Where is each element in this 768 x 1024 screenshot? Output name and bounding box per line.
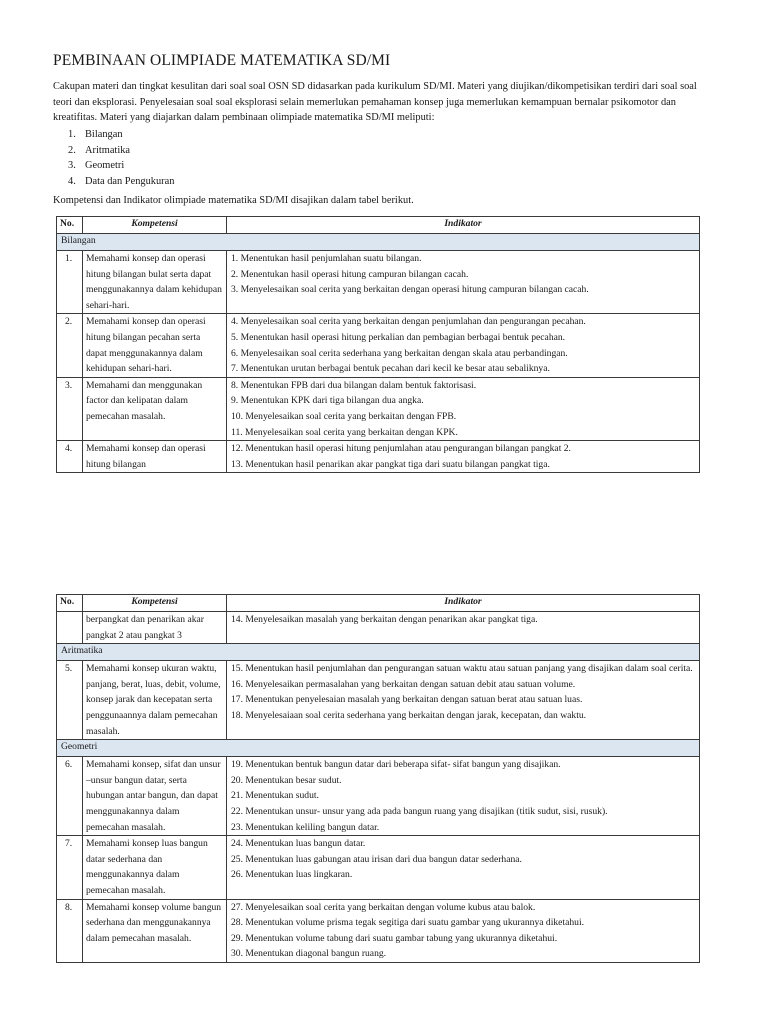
row-indikator (227, 251, 700, 314)
row-kompetensi: Memahami konsep, sifat dan unsur –unsur bangun datar, serta hubungan antar bangun, dan dapat menggunakannya dalam pemecahan masalah. (83, 757, 227, 836)
row-kompetensi: Memahami konsep ukuran waktu, panjang, berat, luas, debit, volume, konsep jarak dan kecepatan serta penggunaannya dalam pemecahan masalah. (83, 661, 227, 740)
indikator-item: 18. Menyelesaiaan soal cerita sederhana yang berkaitan dengan jarak, kecepatan, dan waktu. (231, 709, 587, 721)
row-kompetensi: Memahami konsep luas bangun datar sederhana dan menggunakannya dalam pemecahan masalah. (83, 836, 227, 899)
header-kompetensi: Kompetensi (83, 217, 227, 234)
row-number: 3. (57, 377, 83, 440)
list-label: Geometri (85, 160, 125, 172)
indikator-item: 21. Menentukan sudut. (231, 790, 319, 802)
table-header-row (57, 595, 700, 612)
table-row (57, 612, 700, 644)
indikator-item: 14. Menyelesaikan masalah yang berkaitan dengan penarikan akar pangkat tiga. (231, 614, 538, 625)
section-bilangan: Bilangan (57, 234, 700, 251)
row-kompetensi: Memahami dan menggunakan factor dan kelipatan dalam pemecahan masalah. (83, 377, 227, 440)
indikator-item: 28. Menentukan volume prisma tegak segitiga dari suatu gambar yang ukurannya diketahui. (231, 917, 585, 929)
header-kompetensi: Kompetensi (83, 595, 227, 612)
topic-list (68, 127, 174, 189)
row-number: 6. (57, 757, 83, 836)
table-intro: Kompetensi dan Indikator olimpiade matematika SD/MI disajikan dalam tabel berikut. (53, 195, 414, 206)
row-indikator (227, 757, 700, 836)
row-indikator (227, 612, 700, 644)
row-number: 4. (57, 441, 83, 473)
table-row (57, 899, 700, 962)
indikator-item: 29. Menentukan volume tabung dari suatu gambar tabung yang ukurannya diketahui. (231, 932, 558, 944)
page-title: PEMBINAAN OLIMPIADE MATEMATIKA SD/MI (53, 52, 391, 69)
indikator-item: 24. Menentukan luas bangun datar. (231, 838, 366, 850)
section-geometri: Geometri (57, 740, 700, 757)
row-number: 8. (57, 899, 83, 962)
section-row (57, 740, 700, 757)
indikator-item: 23. Menentukan keliling bangun datar. (231, 821, 380, 833)
indikator-item: 20. Menentukan besar sudut. (231, 774, 342, 786)
table-row (57, 836, 700, 899)
indikator-item: 10. Menyelesaikan soal cerita yang berkaitan dengan FPB. (231, 410, 457, 422)
row-number (57, 612, 83, 644)
intro-paragraph: Cakupan materi dan tingkat kesulitan dari soal soal OSN SD didasarkan pada kurikulum SD/MI. Materi yang diujikan/dikompetisikan terdiri dari soal soal teori dan eksplorasi. Penyelesaian soal soal eksplorasi selain memerlukan pemahaman konsep juga memerlukan kemampuan bernalar psikomotor dan kreatifitas. Materi yang diajarkan dalam pembinaan olimpiade matematika SD/MI meliputi: (53, 81, 697, 123)
row-kompetensi: Memahami konsep dan operasi hitung bilangan pecahan serta dapat menggunakannya dalam kehidupan sehari-hari. (83, 314, 227, 377)
indikator-item: 13. Menentukan hasil penarikan akar pangkat tiga dari suatu bilangan pangkat tiga. (231, 458, 550, 470)
row-kompetensi: berpangkat dan penarikan akar pangkat 2 atau pangkat 3 (83, 612, 227, 644)
indikator-item: 5. Menentukan hasil operasi hitung perkalian dan pembagian berbagai bentuk pecahan. (231, 331, 566, 343)
list-number: 1. (68, 129, 76, 140)
indikator-item: 15. Menentukan hasil penjumlahan dan pengurangan satuan waktu atau satuan panjang yang disajikan dalam soal cerita. (231, 663, 693, 675)
row-kompetensi: Memahami konsep dan operasi hitung bilangan bulat serta dapat menggunakannya dalam kehidupan sehari-hari. (83, 251, 227, 314)
indikator-item: 12. Menentukan hasil operasi hitung penjumlahan atau pengurangan bilangan pangkat 2. (231, 443, 571, 455)
list-item (68, 174, 174, 190)
row-number: 5. (57, 661, 83, 740)
header-indikator: Indikator (227, 217, 700, 234)
indikator-item: 25. Menentukan luas gabungan atau irisan dari dua bangun datar sederhana. (231, 853, 522, 865)
table-row (57, 757, 700, 836)
table-row (57, 377, 700, 440)
table-header-row (57, 217, 700, 234)
table-row (57, 661, 700, 740)
indikator-item: 19. Menentukan bentuk bangun datar dari beberapa sifat- sifat bangun yang disajikan. (231, 759, 561, 771)
row-kompetensi: Memahami konsep volume bangun sederhana dan menggunakannya dalam pemecahan masalah. (83, 899, 227, 962)
row-indikator (227, 377, 700, 440)
row-number: 7. (57, 836, 83, 899)
header-no: No. (57, 595, 83, 612)
indikator-item: 11. Menyelesaikan soal cerita yang berkaitan dengan KPK. (231, 426, 458, 438)
list-label: Data dan Pengukuran (85, 175, 175, 187)
indikator-item: 8. Menentukan FPB dari dua bilangan dalam bentuk faktorisasi. (231, 379, 477, 391)
header-indikator: Indikator (227, 595, 700, 612)
indikator-item: 30. Menentukan diagonal bangun ruang. (231, 948, 387, 960)
indikator-item: 26. Menentukan luas lingkaran. (231, 869, 353, 881)
table-row (57, 441, 700, 473)
section-row (57, 234, 700, 251)
list-label: Aritmatika (85, 144, 131, 156)
competency-table-part-1 (56, 216, 700, 473)
indikator-item: 4. Menyelesaikan soal cerita yang berkaitan dengan penjumlahan dan pengurangan pecahan. (231, 316, 586, 328)
indikator-item: 27. Menyelesaikan soal cerita yang berkaitan dengan volume kubus atau balok. (231, 901, 536, 913)
list-number: 4. (68, 175, 76, 187)
section-aritmatika: Aritmatika (57, 644, 700, 661)
competency-table-part-2 (56, 594, 700, 963)
row-number: 1. (57, 251, 83, 314)
row-indikator (227, 314, 700, 377)
indikator-item: 6. Menyelesaikan soal cerita sederhana yang berkaitan dengan skala atau perbandingan. (231, 347, 568, 359)
indikator-item: 17. Menentukan penyelesaian masalah yang berkaitan dengan satuan berat atau satuan luas. (231, 694, 583, 706)
list-number: 3. (68, 160, 76, 172)
list-item (68, 143, 174, 159)
list-label: Bilangan (85, 129, 123, 140)
indikator-item: 3. Menyelesaikan soal cerita yang berkaitan dengan operasi hitung campuran bilangan cacah. (231, 284, 589, 296)
indikator-item: 1. Menentukan hasil penjumlahan suatu bilangan. (231, 253, 422, 264)
list-number: 2. (68, 144, 76, 156)
indikator-item: 9. Menentukan KPK dari tiga bilangan dua angka. (231, 395, 424, 407)
list-item (68, 127, 174, 143)
row-number: 2. (57, 314, 83, 377)
row-indikator (227, 899, 700, 962)
table-row (57, 251, 700, 314)
section-row (57, 644, 700, 661)
header-no: No. (57, 217, 83, 234)
row-indikator (227, 836, 700, 899)
indikator-item: 7. Menentukan urutan berbagai bentuk pecahan dari kecil ke besar atau sebaliknya. (231, 363, 550, 375)
row-indikator (227, 441, 700, 473)
row-indikator (227, 661, 700, 740)
indikator-item: 2. Menentukan hasil operasi hitung campuran bilangan cacah. (231, 268, 469, 280)
table-row (57, 314, 700, 377)
indikator-item: 16. Menyelesaikan permasalahan yang berkaitan dengan satuan debit atau satuan volume. (231, 678, 576, 690)
list-item (68, 158, 174, 174)
row-kompetensi: Memahami konsep dan operasi hitung bilangan (83, 441, 227, 473)
indikator-item: 22. Menentukan unsur- unsur yang ada pada bangun ruang yang disajikan (titik sudut, sisi, rusuk). (231, 805, 608, 817)
